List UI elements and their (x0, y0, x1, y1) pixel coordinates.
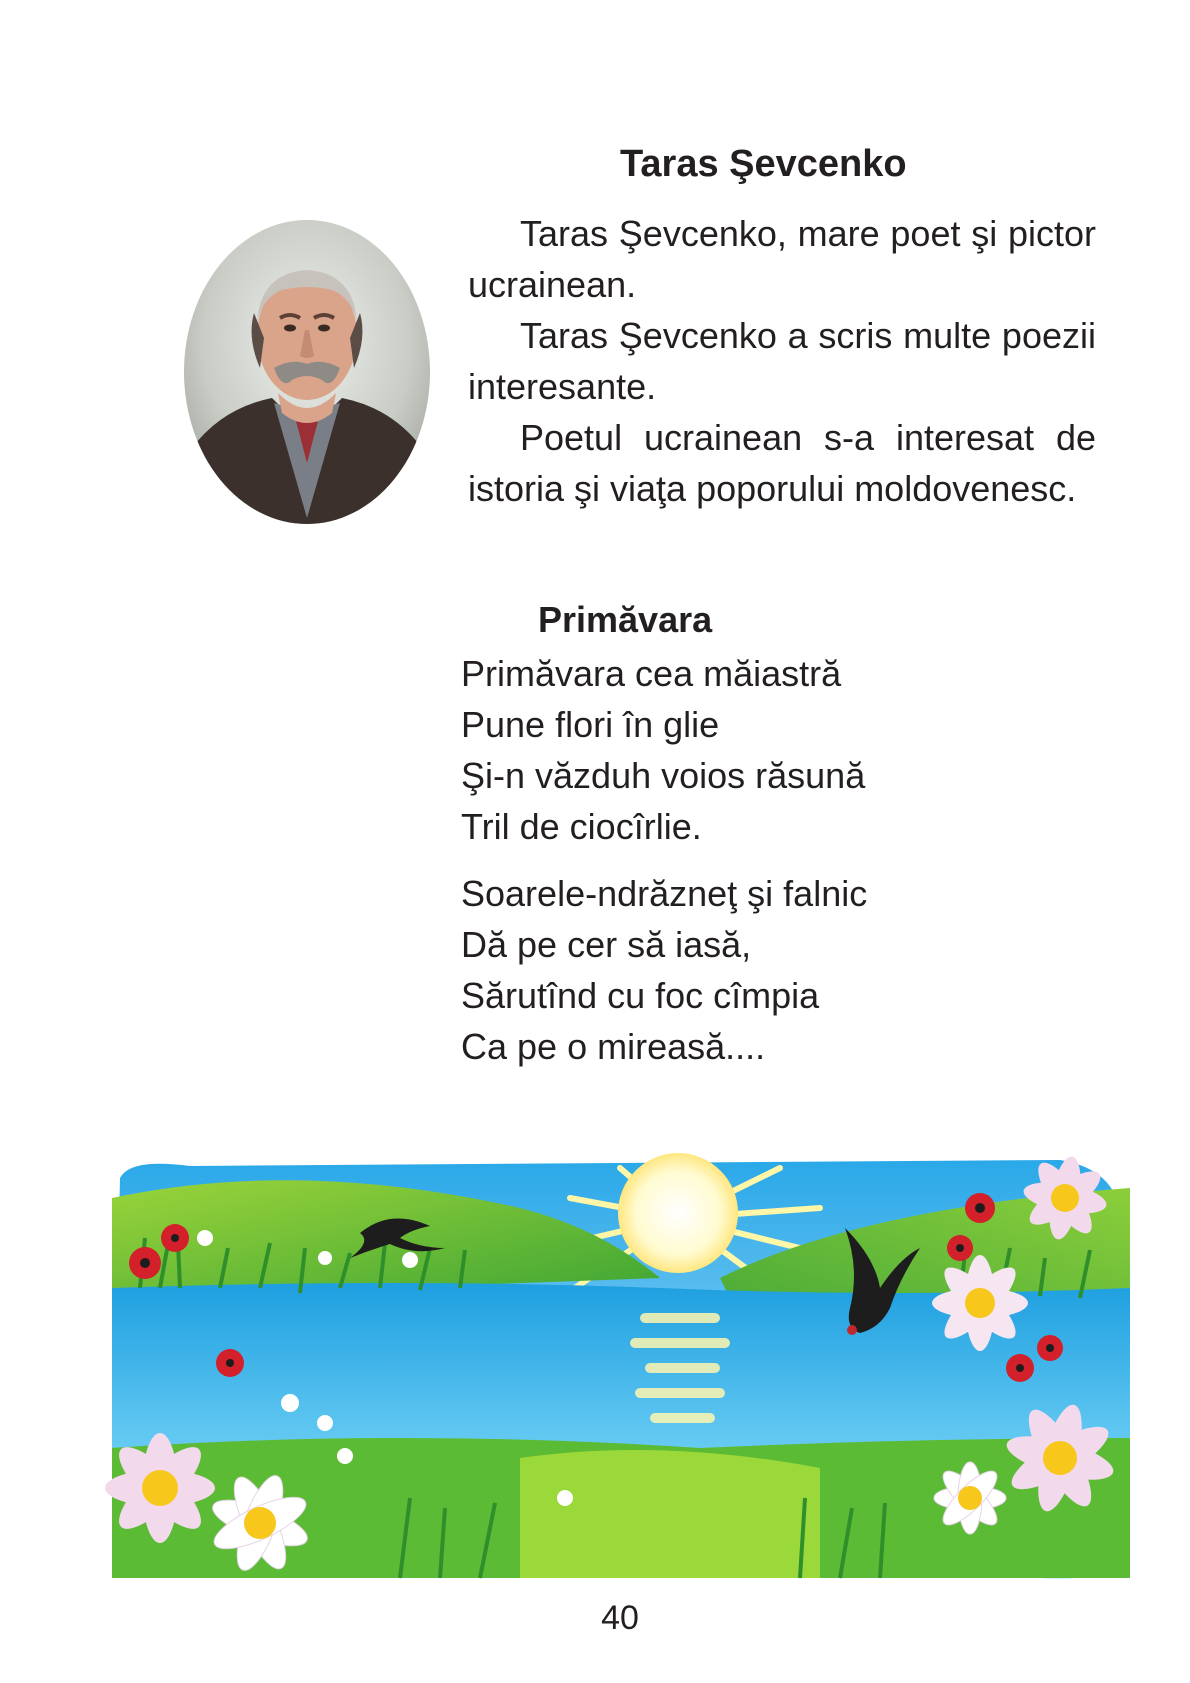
sun-icon (618, 1153, 738, 1273)
poem-line: Ca pe o mireasă.... (461, 1026, 766, 1067)
bio-paragraph: Poetul ucrainean s-a interesat de istoria şi viaţa poporului moldovenesc. (468, 417, 1096, 509)
poem-line: Dă pe cer să iasă, (461, 924, 752, 965)
page-number: 40 (601, 1599, 639, 1637)
background-scene (105, 1153, 1130, 1579)
portrait-image (182, 218, 432, 526)
poem-line: Soarele-ndrăzneţ şi falnic (461, 873, 868, 914)
poem-stanza-2 (461, 868, 867, 1072)
poem-line: Tril de ciocîrlie. (461, 806, 702, 847)
spring-landscape-illustration (100, 1138, 1140, 1588)
poem-line: Şi-n văzduh voios răsună (461, 755, 866, 796)
biography-text (468, 208, 1096, 514)
page-title: Taras Şevcenko (620, 143, 907, 185)
poem-line: Sărutînd cu foc cîmpia (461, 975, 820, 1016)
poem-line: Primăvara cea măiastră (461, 653, 842, 694)
poem-line: Pune flori în glie (461, 704, 720, 745)
poem-stanza-1 (461, 648, 865, 852)
poem-title: Primăvara (538, 599, 713, 640)
bio-paragraph: Taras Şevcenko, mare poet şi pictor ucrainean. (468, 213, 1096, 305)
bio-paragraph: Taras Şevcenko a scris multe poezii interesante. (468, 315, 1096, 407)
